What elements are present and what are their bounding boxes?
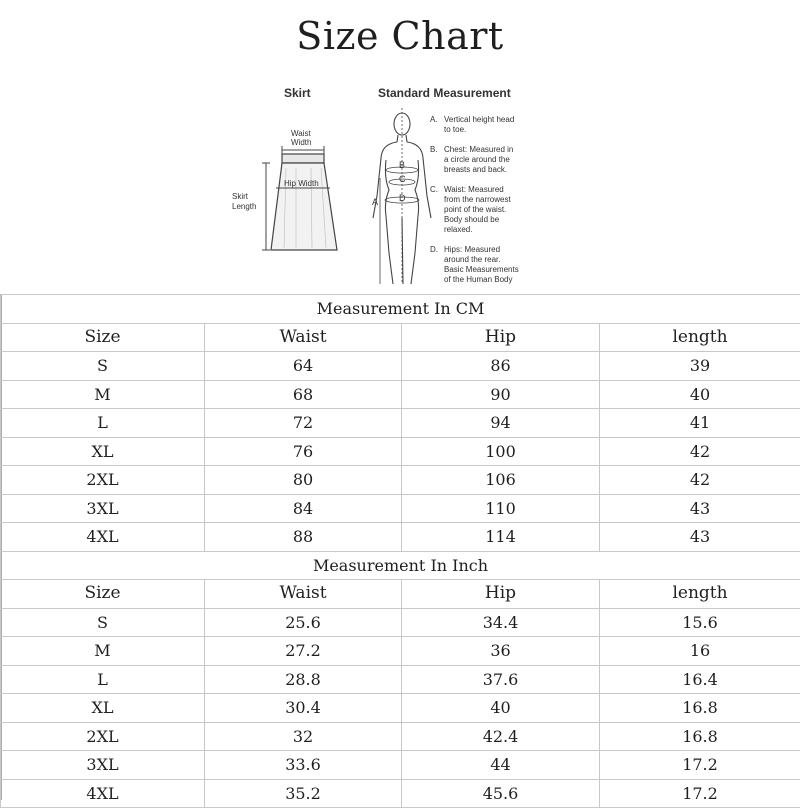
body-marker-b: B	[399, 160, 405, 170]
table-cell-size: S	[1, 608, 205, 637]
column-header-waist: Waist	[205, 580, 402, 609]
table-cell-hip: 106	[402, 466, 600, 495]
table-cell-waist: 25.6	[205, 608, 402, 637]
table-cell-length: 16	[600, 637, 800, 666]
note-line: Waist: Measured	[444, 185, 504, 194]
table-row	[1, 380, 800, 409]
standard-title: Standard Measurement	[378, 86, 511, 100]
note-line: point of the waist.	[444, 205, 506, 214]
size-tables	[0, 294, 800, 800]
table-row	[1, 608, 800, 637]
table-cell-waist: 76	[205, 437, 402, 466]
header-row-inch	[1, 580, 800, 609]
skirt-hip-label: Hip Width	[284, 179, 319, 188]
skirt-title: Skirt	[284, 86, 311, 100]
note-line: Hips: Measured	[444, 245, 500, 254]
body-marker-d: D	[399, 193, 406, 203]
note-line: a circle around the	[444, 155, 510, 164]
table-row	[1, 779, 800, 808]
table-row	[1, 751, 800, 780]
column-header-length: length	[600, 580, 800, 609]
table-cell-hip: 36	[402, 637, 600, 666]
table-cell-length: 40	[600, 380, 800, 409]
table-cell-hip: 100	[402, 437, 600, 466]
table-cell-hip: 114	[402, 523, 600, 552]
table-cell-size: 3XL	[1, 751, 205, 780]
skirt-length-label-2: Length	[232, 202, 256, 211]
table-cell-length: 39	[600, 352, 800, 381]
table-cell-size: M	[1, 637, 205, 666]
table-cell-waist: 68	[205, 380, 402, 409]
table-cell-length: 43	[600, 523, 800, 552]
column-header-length: length	[600, 323, 800, 352]
header-row-cm	[1, 323, 800, 352]
table-row	[1, 494, 800, 523]
table-row	[1, 437, 800, 466]
body-marker-a: A	[372, 197, 378, 207]
table-cell-length: 43	[600, 494, 800, 523]
table-cell-waist: 28.8	[205, 665, 402, 694]
note-line: of the Human Body	[444, 275, 512, 284]
skirt-length-label-1: Skirt	[232, 192, 249, 201]
table-cell-size: L	[1, 665, 205, 694]
note-line: Vertical height head	[444, 115, 514, 124]
table-cell-size: 4XL	[1, 779, 205, 808]
skirt-waist-label-2: Width	[291, 138, 311, 147]
table-cell-hip: 37.6	[402, 665, 600, 694]
table-cell-size: XL	[1, 437, 205, 466]
table-cell-size: 3XL	[1, 494, 205, 523]
measurement-illustration	[226, 78, 546, 284]
table-cell-size: 2XL	[1, 722, 205, 751]
column-header-waist: Waist	[205, 323, 402, 352]
table-cell-hip: 40	[402, 694, 600, 723]
table-cell-waist: 88	[205, 523, 402, 552]
table-cell-hip: 45.6	[402, 779, 600, 808]
section-title-row-inch	[1, 551, 800, 580]
table-cell-length: 17.2	[600, 779, 800, 808]
table-cell-waist: 84	[205, 494, 402, 523]
table-cell-length: 41	[600, 409, 800, 438]
table-cell-length: 15.6	[600, 608, 800, 637]
table-cell-length: 17.2	[600, 751, 800, 780]
column-header-size: Size	[1, 580, 205, 609]
note-line: breasts and back.	[444, 165, 507, 174]
table-cell-hip: 42.4	[402, 722, 600, 751]
table-cell-waist: 33.6	[205, 751, 402, 780]
skirt-shape	[271, 163, 337, 250]
table-cell-waist: 80	[205, 466, 402, 495]
table-cell-hip: 86	[402, 352, 600, 381]
table-row	[1, 466, 800, 495]
table-cell-waist: 72	[205, 409, 402, 438]
column-header-size: Size	[1, 323, 205, 352]
note-line: around the rear.	[444, 255, 500, 264]
table-cell-length: 42	[600, 437, 800, 466]
table-cell-waist: 30.4	[205, 694, 402, 723]
table-cell-size: M	[1, 380, 205, 409]
table-row	[1, 722, 800, 751]
note-key: B.	[430, 145, 438, 154]
measurement-notes	[430, 115, 519, 284]
table-cell-waist: 32	[205, 722, 402, 751]
note-key: D.	[430, 245, 438, 254]
skirt-waist-label-1: Waist	[291, 129, 311, 138]
section-title-row-cm	[1, 295, 800, 324]
page-title: Size Chart	[0, 14, 800, 58]
table-cell-hip: 94	[402, 409, 600, 438]
table-row	[1, 409, 800, 438]
table-cell-size: 4XL	[1, 523, 205, 552]
note-line: Body should be	[444, 215, 500, 224]
table-row	[1, 637, 800, 666]
column-header-hip: Hip	[402, 580, 600, 609]
table-row	[1, 694, 800, 723]
note-line: from the narrowest	[444, 195, 511, 204]
table-cell-waist: 35.2	[205, 779, 402, 808]
body-marker-c: C	[399, 174, 406, 184]
note-line: Chest: Measured in	[444, 145, 513, 154]
table-cell-hip: 90	[402, 380, 600, 409]
table-cell-length: 42	[600, 466, 800, 495]
table-row	[1, 523, 800, 552]
table-row	[1, 352, 800, 381]
table-cell-waist: 27.2	[205, 637, 402, 666]
section-title-cm: Measurement In CM	[1, 295, 800, 324]
note-line: Basic Measurements	[444, 265, 519, 274]
table-cell-length: 16.4	[600, 665, 800, 694]
table-cell-waist: 64	[205, 352, 402, 381]
section-title-inch: Measurement In Inch	[1, 551, 800, 580]
table-cell-hip: 44	[402, 751, 600, 780]
table-cell-hip: 34.4	[402, 608, 600, 637]
note-line: relaxed.	[444, 225, 472, 234]
note-key: C.	[430, 185, 438, 194]
note-key: A.	[430, 115, 438, 124]
note-line: to toe.	[444, 125, 466, 134]
measurement-table	[0, 294, 800, 808]
table-row	[1, 665, 800, 694]
table-cell-hip: 110	[402, 494, 600, 523]
skirt-waistband	[282, 154, 324, 163]
table-cell-size: L	[1, 409, 205, 438]
table-cell-size: S	[1, 352, 205, 381]
table-cell-length: 16.8	[600, 694, 800, 723]
table-cell-size: XL	[1, 694, 205, 723]
table-cell-size: 2XL	[1, 466, 205, 495]
column-header-hip: Hip	[402, 323, 600, 352]
table-cell-length: 16.8	[600, 722, 800, 751]
